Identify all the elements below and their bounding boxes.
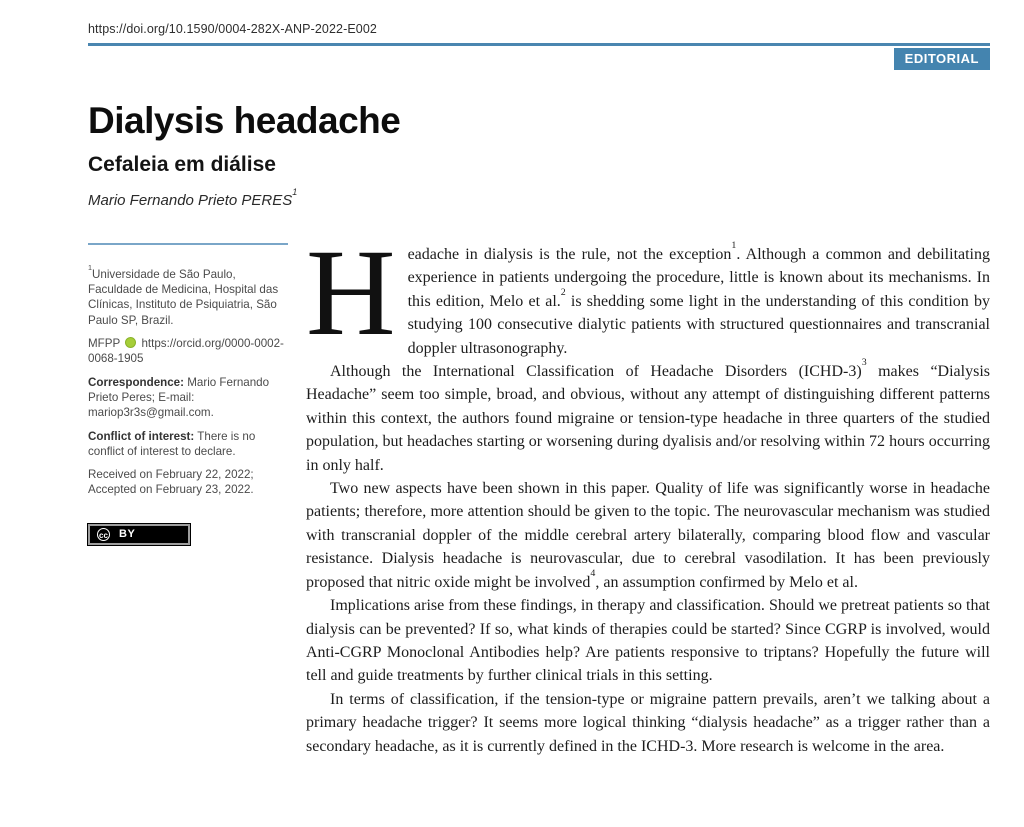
author-initials: MFPP [88,337,120,351]
paragraph-1 [306,224,991,361]
correspondence-label: Correspondence: [88,375,184,389]
editorial-badge: EDITORIAL [894,48,990,70]
body-text: In terms of classification, if the tension-type or migraine pattern prevails, aren’t we talking about a primary headache trigger? It seems more logical thinking “dialysis headache” as a trigger rather than a secondary headache, as it is currently defined in the ICHD-3. More research is welcome in the area. [306,690,990,755]
affiliation [88,263,288,328]
article-author [88,186,990,209]
body-text: Two new aspects have been shown in this paper. Quality of life was significantly worse in headache patients; therefore, more attention should be given to the topic. The neurovascular mechanism was studied with transcranial doppler of the middle cerebral artery bilaterally, comparing blood flow and vascular resistance. Dialysis headache is neurovascular, due to cerebral vasodilation. It has been previously proposed that nitric oxide might be involved [306,480,990,591]
cc-by-label: BY [119,528,136,541]
body-text: Implications arise from these findings, in therapy and classification. Should we pretreat patients so that dialysis can be prevented? If so, what kinds of therapies could be started? Since CGRP is involved, would Anti-CGRP Monoclonal Antibodies help? Are patients responsive to triptans? Hopefully the future will tell and guide treatments by further clinical trials in this setting. [306,597,990,685]
page-title: Dialysis headache [88,100,401,141]
correspondence [88,375,288,421]
cc-by-license-badge[interactable] [88,524,190,545]
affiliation-sup: 1 [88,263,92,273]
conflict-text: There is no conflict of interest to declare. [88,429,256,458]
article-subtitle: Cefaleia em diálise [88,153,276,176]
reference-marker: 3 [861,357,867,369]
body-text: is shedding some light in the understanding of this condition by studying 100 consecutive dialytic patients with structured questionnaires and transcranial doppler ultrasonography. [407,292,991,357]
orcid-link[interactable]: https://orcid.org/0000-0002-0068-1905 [88,337,284,366]
conflict-of-interest [88,429,288,460]
reference-marker: 4 [590,567,596,579]
body-text: makes “Dialysis Headache” seem too simple, broad, and obvious, without any attempt of distinguishing different patterns within this context, the authors found migraine or tension-type headache in three quarters of the studied population, but headaches starting or worsening during dyalisis and/or resolving within 72 hours occurring in only half. [306,363,990,474]
body-text: eadache in dialysis is the rule, not the exception [407,246,732,263]
paragraph-3 [306,477,990,594]
paragraph-2 [306,357,990,477]
conflict-label: Conflict of interest: [88,429,195,443]
badge-row [0,48,990,70]
cc-icon: cc [97,528,110,541]
orcid-line [88,336,288,367]
article-body [306,224,991,758]
article-meta-sidebar [88,243,288,758]
reference-marker: 2 [560,287,566,299]
affiliation-text: Universidade de São Paulo, Faculdade de Medicina, Hospital das Clínicas, Instituto de Psiquiatria, São Paulo SP, Brazil. [88,267,279,327]
doi-link[interactable]: https://doi.org/10.1590/0004-282X-ANP-2022-E002 [88,22,377,36]
paragraph-4 [306,594,990,688]
orcid-icon [125,337,136,348]
author-affiliation-sup: 1 [292,186,298,197]
dropcap-letter: H [306,224,396,361]
title-block [88,100,990,209]
body-text: . Although a common and debilitating experience in patients undergoing the procedure, little is known about its mechanisms. In this edition, Melo et al. [407,246,991,310]
reference-marker: 1 [731,240,737,252]
doi-bar [88,20,990,46]
sidebar-divider [88,243,288,245]
body-text: , an assumption confirmed by Melo et al. [595,573,858,591]
content-columns [88,224,991,758]
correspondence-text: Mario Fernando Prieto Peres; E-mail: mariop3r3s@gmail.com. [88,375,270,420]
paragraph-5 [306,688,990,758]
author-name: Mario Fernando Prieto PERES [88,192,293,209]
body-text: Although the International Classification of Headache Disorders (ICHD-3) [330,363,862,381]
received-accepted-dates: Received on February 22, 2022; Accepted on February 23, 2022. [88,468,254,497]
